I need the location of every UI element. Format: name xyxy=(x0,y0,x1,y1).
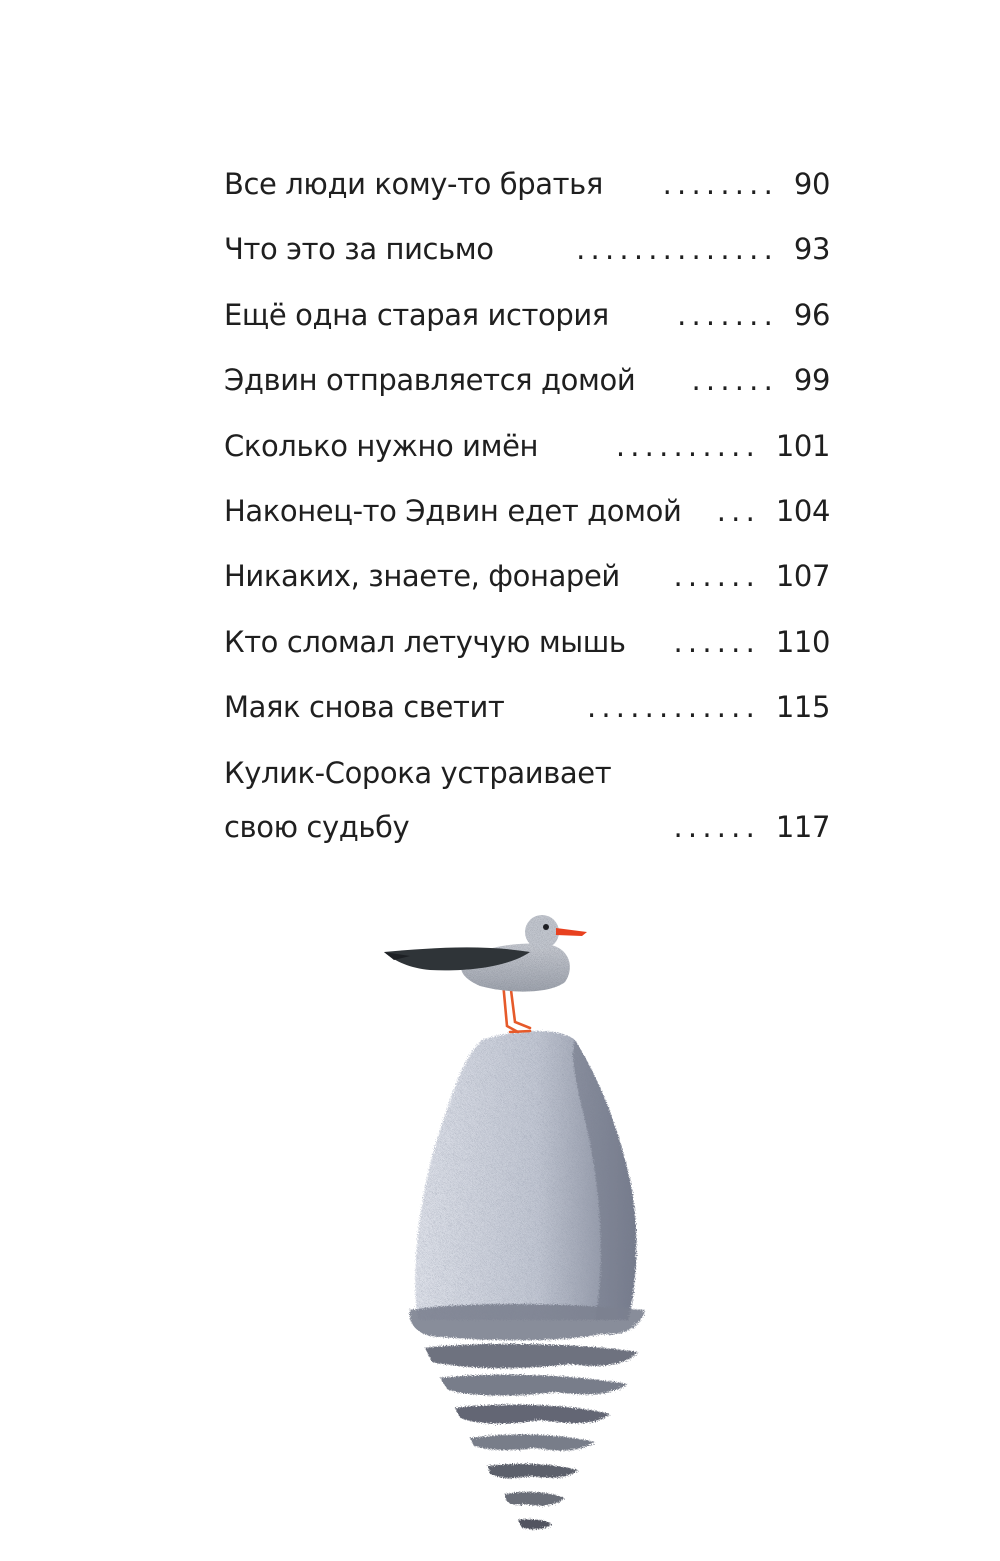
toc-entry-title xyxy=(224,158,603,212)
toc-entry-title xyxy=(224,485,681,539)
toc-entry-title-line: Эдвин отправляется домой xyxy=(224,363,636,398)
toc-entry xyxy=(224,289,830,354)
toc-entry-title xyxy=(224,681,504,735)
toc-entry-page-number: 107 xyxy=(775,559,830,594)
toc-entry-leader-dots: ........ xyxy=(662,167,778,201)
toc-entry-title xyxy=(224,420,538,474)
toc-entry-title-line: Что это за письмо xyxy=(224,232,494,267)
toc-entry xyxy=(224,485,830,550)
toc-entry-title-line: Никаких, знаете, фонарей xyxy=(224,559,620,594)
toc-entry xyxy=(224,681,830,746)
table-of-contents xyxy=(224,158,830,857)
toc-entry xyxy=(224,550,830,615)
toc-entry-title-line: Маяк снова светит xyxy=(224,690,505,725)
toc-entry-leader-dots: ...... xyxy=(691,363,778,398)
toc-entry-leader-dots: .............. xyxy=(576,232,778,267)
toc-entry-page-number: 99 xyxy=(793,363,830,398)
toc-entry-title xyxy=(224,223,494,277)
toc-entry-page-number: 104 xyxy=(775,493,830,528)
toc-entry-leader-dots: ...... xyxy=(673,559,760,594)
toc-entry-leader-dots: ............ xyxy=(586,690,760,725)
toc-entry-title-line: Ещё одна старая история xyxy=(224,297,609,332)
toc-entry-title-line: Все люди кому-то братья xyxy=(224,167,603,201)
toc-entry-title xyxy=(224,550,620,604)
toc-entry-leader-dots: ....... xyxy=(677,297,778,332)
toc-entry xyxy=(224,616,830,681)
toc-entry xyxy=(224,158,830,223)
toc-entry-leader-dots: ...... xyxy=(673,809,760,844)
toc-entry-page-number: 90 xyxy=(793,167,830,201)
toc-entry-page-number: 110 xyxy=(775,624,830,659)
toc-entry xyxy=(224,420,830,485)
toc-entry-title xyxy=(224,354,635,408)
toc-entry-title xyxy=(224,289,609,343)
rock-shape xyxy=(415,1031,636,1320)
toc-entry-page-number: 117 xyxy=(775,809,830,844)
toc-entry xyxy=(224,223,830,288)
seagull-on-rock-illustration xyxy=(370,890,670,1550)
toc-entry-title-line: свою судьбу xyxy=(224,809,410,844)
seagull xyxy=(384,915,587,1032)
toc-entry-title xyxy=(224,616,626,670)
toc-entry-title-line: Сколько нужно имён xyxy=(224,428,539,463)
toc-entry xyxy=(224,747,830,857)
toc-entry-title-line: Наконец-то Эдвин едет домой xyxy=(224,493,682,528)
toc-entry-title-line: Кто сломал летучую мышь xyxy=(224,624,626,659)
toc-entry-title-line: Кулик-Сорока устраивает xyxy=(224,755,612,790)
toc-entry xyxy=(224,354,830,419)
toc-entry-page-number: 101 xyxy=(775,428,830,463)
toc-entry-leader-dots: ... xyxy=(716,493,760,528)
toc-entry-leader-dots: ...... xyxy=(673,624,760,659)
seagull-on-rock-icon xyxy=(370,890,670,1550)
toc-entry-title xyxy=(224,747,611,855)
water-reflection xyxy=(410,1304,645,1529)
toc-entry-page-number: 115 xyxy=(775,690,830,725)
toc-entry-leader-dots: .......... xyxy=(615,428,760,463)
toc-entry-page-number: 96 xyxy=(793,297,830,332)
toc-entry-page-number: 93 xyxy=(793,232,830,267)
